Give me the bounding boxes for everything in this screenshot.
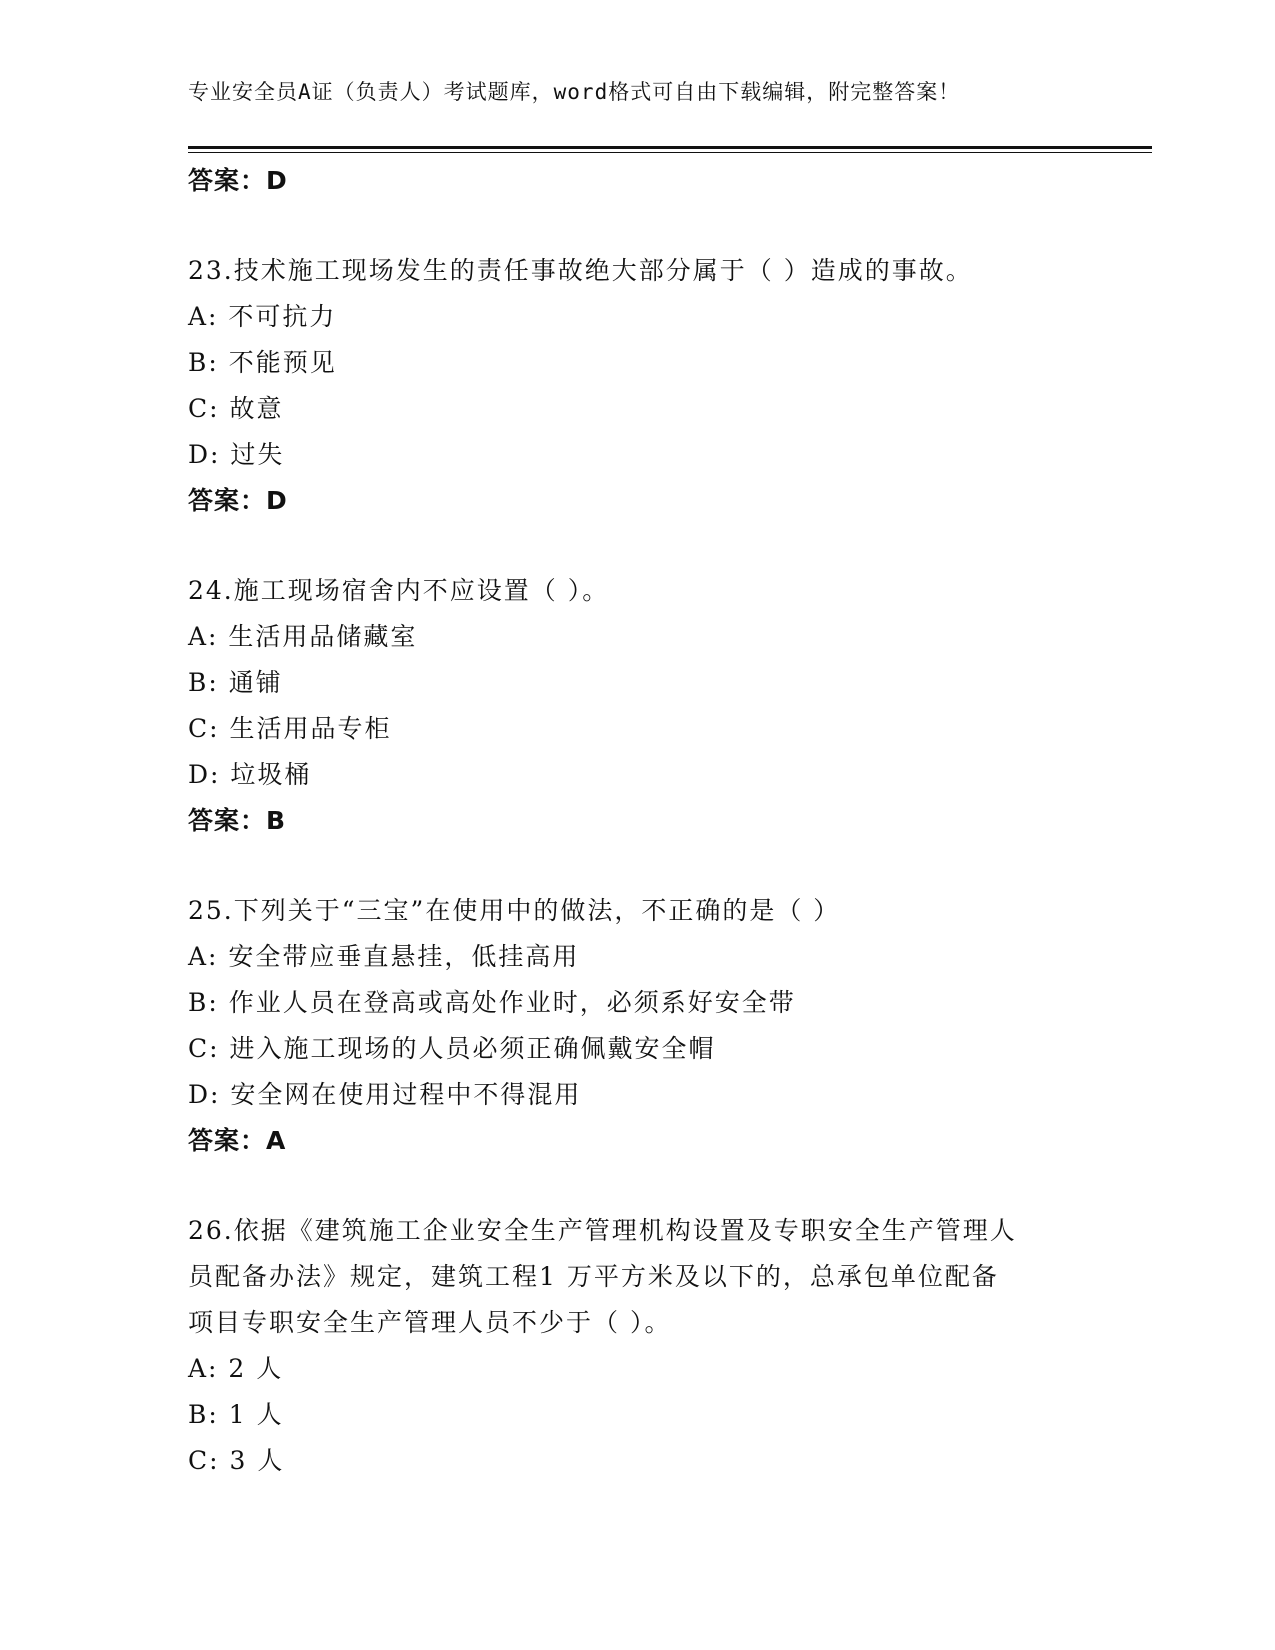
header-rule-thin [188, 152, 1152, 153]
spacer [188, 844, 1088, 888]
option-c: C: 故意 [188, 394, 284, 423]
option-d: D: 垃圾桶 [188, 760, 312, 789]
option-b: B: 作业人员在登高或高处作业时，必须系好安全带 [188, 988, 796, 1017]
page-header-title: 专业安全员A证（负责人）考试题库，word格式可自由下载编辑，附完整答案！ [188, 80, 961, 104]
question-24 [188, 568, 1088, 844]
option-b: B: 1 人 [188, 1400, 284, 1429]
option-c: C: 进入施工现场的人员必须正确佩戴安全帽 [188, 1034, 716, 1063]
option-d: D: 安全网在使用过程中不得混用 [188, 1080, 582, 1109]
question-text: 项目专职安全生产管理人员不少于（ ）。 [188, 1308, 672, 1337]
option-c: C: 生活用品专柜 [188, 714, 392, 743]
option-d: D: 过失 [188, 440, 285, 469]
answer-line: 答案：A [188, 1126, 287, 1155]
option-a: A: 生活用品储藏室 [188, 622, 418, 651]
question-text: 26.依据《建筑施工企业安全生产管理机构设置及专职安全生产管理人 [188, 1216, 1017, 1245]
spacer [188, 1164, 1088, 1208]
option-a: A: 安全带应垂直悬挂，低挂高用 [188, 942, 580, 971]
question-text: 25.下列关于“三宝”在使用中的做法，不正确的是（ ） [188, 896, 841, 925]
question-text: 24.施工现场宿舍内不应设置（ ）。 [188, 576, 610, 605]
answer-line: 答案：D [188, 486, 288, 515]
header-rule-thick [188, 146, 1152, 149]
option-a: A: 2 人 [188, 1354, 284, 1383]
option-a: A: 不可抗力 [188, 302, 337, 331]
question-25 [188, 888, 1088, 1164]
spacer [188, 524, 1088, 568]
answer-line: 答案：B [188, 806, 287, 835]
spacer [188, 204, 1088, 248]
option-b: B: 不能预见 [188, 348, 337, 377]
document-content [188, 158, 1088, 1484]
question-text: 员配备办法》规定，建筑工程1 万平方米及以下的，总承包单位配备 [188, 1262, 999, 1291]
answer-line: 答案：D [188, 166, 288, 195]
question-text: 23.技术施工现场发生的责任事故绝大部分属于（ ）造成的事故。 [188, 256, 973, 285]
option-b: B: 通铺 [188, 668, 283, 697]
option-c: C: 3 人 [188, 1446, 285, 1475]
question-26 [188, 1208, 1088, 1484]
question-23 [188, 248, 1088, 524]
